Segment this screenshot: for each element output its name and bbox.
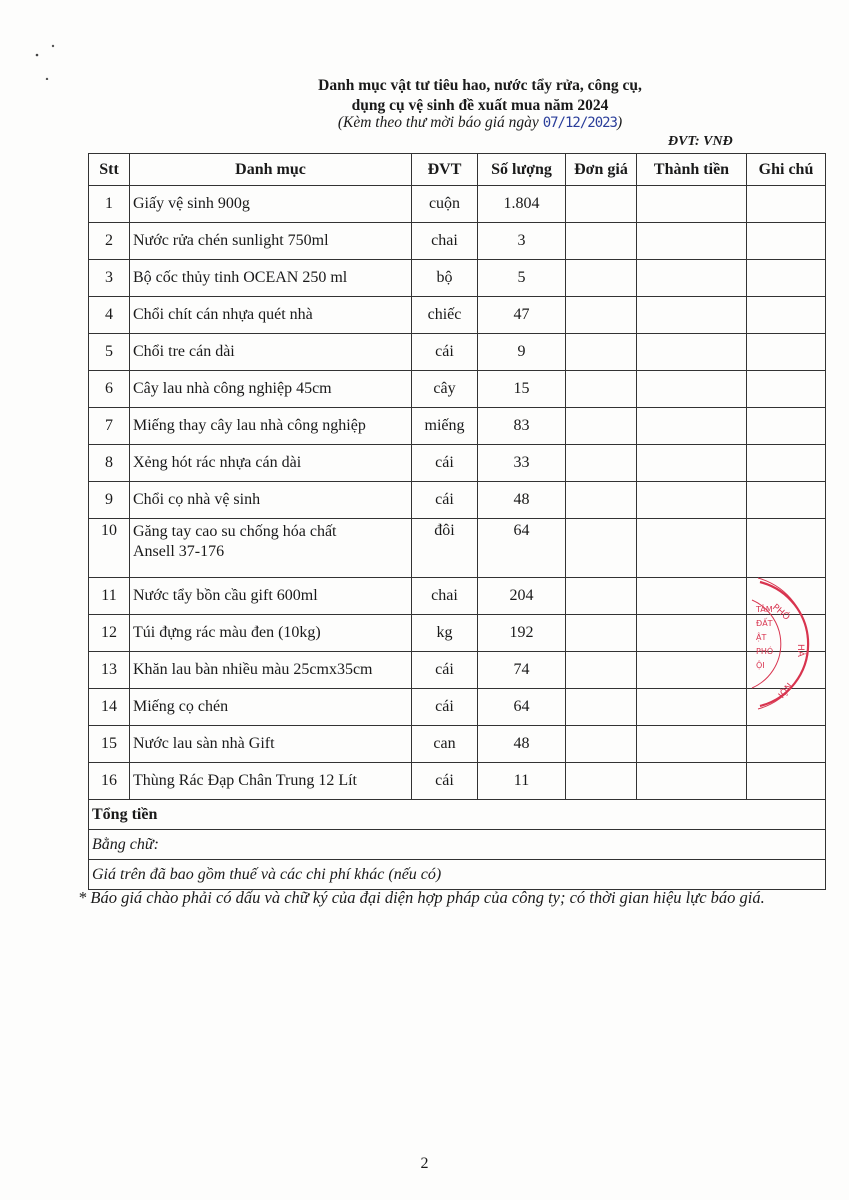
cell-stt: 7 — [89, 408, 130, 445]
cell-name: Xẻng hót rác nhựa cán dài — [130, 445, 412, 482]
subtitle-prefix: (Kèm theo thư mời báo giá ngày — [337, 114, 543, 131]
cell-unit: cái — [412, 763, 478, 800]
cell-unit-price — [566, 297, 637, 334]
tax-note: Giá trên đã bao gồm thuế và các chi phí khác (nếu có) — [89, 860, 826, 890]
table-row — [89, 223, 826, 260]
cell-stt: 16 — [89, 763, 130, 800]
footnote: * Báo giá chào phải có dấu và chữ ký của đại diện hợp pháp của công ty; có thời gian hiệu lực báo giá. — [78, 888, 765, 907]
document-subtitle — [200, 114, 760, 132]
cell-name: Cây lau nhà công nghiệp 45cm — [130, 371, 412, 408]
cell-amount — [637, 297, 747, 334]
cell-quantity: 64 — [478, 689, 566, 726]
cell-quantity: 47 — [478, 297, 566, 334]
cell-note — [747, 519, 826, 578]
table-row — [89, 260, 826, 297]
svg-text:PHÓ: PHÓ — [756, 647, 774, 656]
cell-note — [747, 186, 826, 223]
cell-quantity: 48 — [478, 482, 566, 519]
cell-stt: 14 — [89, 689, 130, 726]
cell-unit-price — [566, 223, 637, 260]
cell-amount — [637, 726, 747, 763]
cell-unit: kg — [412, 615, 478, 652]
cell-amount — [637, 615, 747, 652]
cell-stt: 5 — [89, 334, 130, 371]
cell-note — [747, 223, 826, 260]
table-header-row — [89, 154, 826, 186]
cell-unit: cái — [412, 482, 478, 519]
cell-unit-price — [566, 615, 637, 652]
cell-amount — [637, 519, 747, 578]
in-words-row — [89, 830, 826, 860]
table-row — [89, 334, 826, 371]
cell-amount — [637, 652, 747, 689]
cell-amount — [637, 408, 747, 445]
cell-name: Chổi chít cán nhựa quét nhà — [130, 297, 412, 334]
cell-stt: 4 — [89, 297, 130, 334]
cell-stt: 15 — [89, 726, 130, 763]
handwritten-date: 07/12/2023 — [542, 115, 617, 131]
cell-note — [747, 371, 826, 408]
cell-stt: 13 — [89, 652, 130, 689]
cell-quantity: 3 — [478, 223, 566, 260]
cell-amount — [637, 186, 747, 223]
total-label: Tổng tiền — [89, 800, 826, 830]
cell-quantity: 48 — [478, 726, 566, 763]
cell-stt: 9 — [89, 482, 130, 519]
cell-unit: can — [412, 726, 478, 763]
cell-unit-price — [566, 519, 637, 578]
table-row — [89, 578, 826, 615]
cell-name: Miếng cọ chén — [130, 689, 412, 726]
cell-quantity: 33 — [478, 445, 566, 482]
cell-name: Nước rửa chén sunlight 750ml — [130, 223, 412, 260]
in-words-label: Bằng chữ: — [89, 830, 826, 860]
scan-specks — [20, 40, 60, 80]
svg-text:ỘI: ỘI — [756, 661, 765, 670]
cell-unit-price — [566, 689, 637, 726]
cell-unit: chai — [412, 223, 478, 260]
total-row — [89, 800, 826, 830]
cell-quantity: 192 — [478, 615, 566, 652]
cell-name: Thùng Rác Đạp Chân Trung 12 Lít — [130, 763, 412, 800]
cell-amount — [637, 334, 747, 371]
cell-name: Khăn lau bàn nhiều màu 25cmx35cm — [130, 652, 412, 689]
cell-quantity: 204 — [478, 578, 566, 615]
currency-unit: ĐVT: VNĐ — [668, 134, 733, 149]
cell-note — [747, 408, 826, 445]
cell-unit-price — [566, 763, 637, 800]
table-row — [89, 726, 826, 763]
svg-text:ẬT: ẬT — [756, 633, 767, 642]
cell-stt: 2 — [89, 223, 130, 260]
cell-amount — [637, 578, 747, 615]
document-title-line1: Danh mục vật tư tiêu hao, nước tẩy rửa, công cụ, — [318, 77, 642, 94]
cell-stt: 11 — [89, 578, 130, 615]
cell-quantity: 64 — [478, 519, 566, 578]
tax-note-row — [89, 860, 826, 890]
header-stt: Stt — [89, 154, 130, 186]
cell-quantity: 11 — [478, 763, 566, 800]
cell-unit: chiếc — [412, 297, 478, 334]
svg-text:NỘI: NỘI — [775, 680, 794, 700]
header-note: Ghi chú — [747, 154, 826, 186]
table-row — [89, 615, 826, 652]
cell-unit-price — [566, 482, 637, 519]
cell-unit: bộ — [412, 260, 478, 297]
cell-note — [747, 334, 826, 371]
table-row — [89, 445, 826, 482]
table-row — [89, 186, 826, 223]
table-row — [89, 519, 826, 578]
table-row — [89, 482, 826, 519]
cell-unit: cây — [412, 371, 478, 408]
cell-quantity: 5 — [478, 260, 566, 297]
cell-unit: cái — [412, 445, 478, 482]
table-row — [89, 371, 826, 408]
cell-amount — [637, 371, 747, 408]
cell-unit-price — [566, 334, 637, 371]
header-name: Danh mục — [130, 154, 412, 186]
subtitle-suffix: ) — [616, 114, 623, 131]
cell-unit-price — [566, 652, 637, 689]
cell-quantity: 74 — [478, 652, 566, 689]
header-amount: Thành tiền — [637, 154, 747, 186]
svg-text:PHÓ: PHÓ — [770, 602, 792, 623]
cell-quantity: 1.804 — [478, 186, 566, 223]
cell-unit: miếng — [412, 408, 478, 445]
cell-unit: cái — [412, 689, 478, 726]
cell-name: Bộ cốc thủy tinh OCEAN 250 ml — [130, 260, 412, 297]
cell-quantity: 83 — [478, 408, 566, 445]
cell-unit-price — [566, 186, 637, 223]
cell-unit-price — [566, 260, 637, 297]
cell-amount — [637, 223, 747, 260]
cell-name: Chổi tre cán dài — [130, 334, 412, 371]
items-table — [88, 153, 826, 890]
header-quantity: Số lượng — [478, 154, 566, 186]
cell-name: Miếng thay cây lau nhà công nghiệp — [130, 408, 412, 445]
cell-stt: 12 — [89, 615, 130, 652]
cell-unit: cái — [412, 334, 478, 371]
cell-name: Nước tẩy bồn cầu gift 600ml — [130, 578, 412, 615]
header-unit: ĐVT — [412, 154, 478, 186]
svg-text:ĐẤT: ĐẤT — [756, 619, 773, 628]
svg-text:TÂM: TÂM — [756, 605, 773, 614]
svg-text:HÀ: HÀ — [795, 644, 805, 657]
cell-unit-price — [566, 578, 637, 615]
cell-note — [747, 726, 826, 763]
cell-unit: cuộn — [412, 186, 478, 223]
cell-quantity: 9 — [478, 334, 566, 371]
cell-unit: chai — [412, 578, 478, 615]
cell-unit-price — [566, 408, 637, 445]
header-unit-price: Đơn giá — [566, 154, 637, 186]
cell-unit: đôi — [412, 519, 478, 578]
cell-amount — [637, 689, 747, 726]
document-title-line2: dụng cụ vệ sinh đề xuất mua năm 2024 — [351, 97, 609, 114]
table-row — [89, 763, 826, 800]
cell-unit-price — [566, 726, 637, 763]
cell-note — [747, 445, 826, 482]
cell-amount — [637, 260, 747, 297]
cell-stt: 8 — [89, 445, 130, 482]
cell-unit-price — [566, 445, 637, 482]
cell-stt: 3 — [89, 260, 130, 297]
cell-name: Nước lau sàn nhà Gift — [130, 726, 412, 763]
cell-note — [747, 763, 826, 800]
cell-note — [747, 482, 826, 519]
cell-amount — [637, 763, 747, 800]
red-seal-stamp — [742, 572, 832, 712]
cell-stt: 6 — [89, 371, 130, 408]
cell-unit: cái — [412, 652, 478, 689]
table-row — [89, 652, 826, 689]
cell-stt: 1 — [89, 186, 130, 223]
cell-amount — [637, 445, 747, 482]
cell-name: Túi đựng rác màu đen (10kg) — [130, 615, 412, 652]
cell-name: Chổi cọ nhà vệ sinh — [130, 482, 412, 519]
cell-name-line2: Ansell 37-176 — [133, 543, 225, 560]
cell-amount — [637, 482, 747, 519]
table-row — [89, 297, 826, 334]
cell-unit-price — [566, 371, 637, 408]
cell-name: Giấy vệ sinh 900g — [130, 186, 412, 223]
table-row — [89, 689, 826, 726]
table-row — [89, 408, 826, 445]
cell-note — [747, 297, 826, 334]
cell-quantity: 15 — [478, 371, 566, 408]
page-number: 2 — [420, 1155, 429, 1172]
cell-note — [747, 260, 826, 297]
cell-name-line1: Găng tay cao su chống hóa chất — [133, 523, 337, 540]
cell-name — [130, 519, 412, 578]
cell-stt: 10 — [89, 519, 130, 578]
